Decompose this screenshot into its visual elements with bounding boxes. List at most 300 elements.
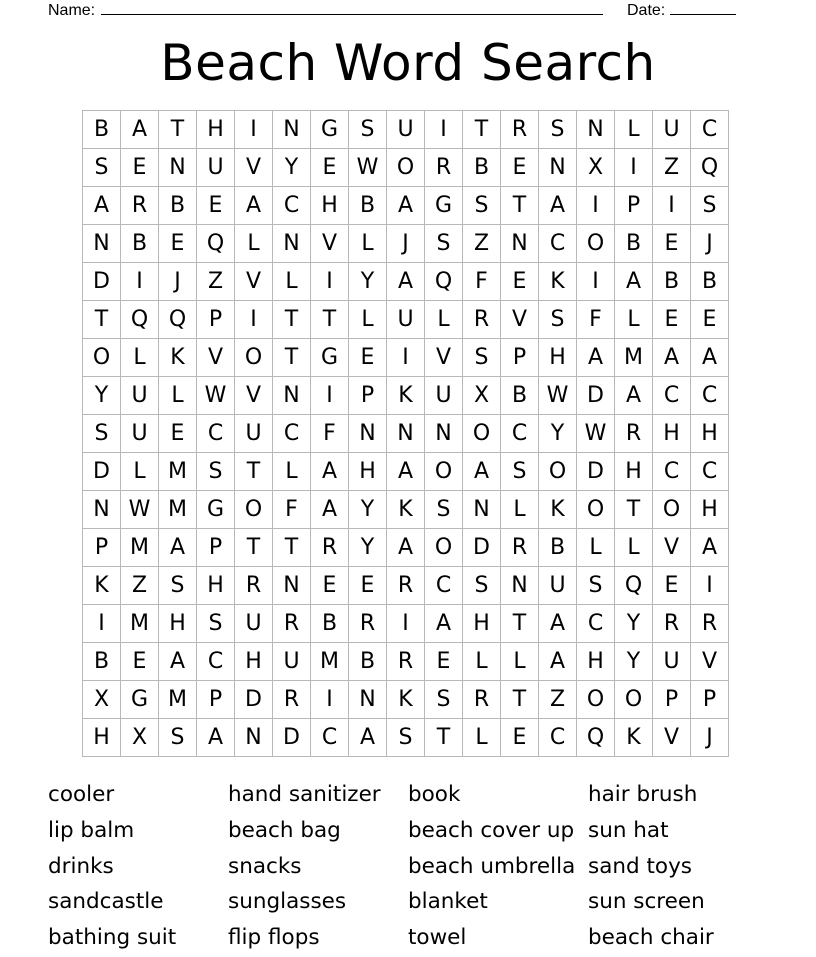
grid-cell: K	[387, 377, 425, 415]
word-list-item: blanket	[408, 889, 488, 915]
grid-cell: C	[501, 415, 539, 453]
grid-cell: I	[387, 605, 425, 643]
grid-cell: W	[349, 149, 387, 187]
grid-cell: B	[121, 225, 159, 263]
grid-cell: E	[197, 187, 235, 225]
grid-cell: A	[83, 187, 121, 225]
grid-cell: K	[387, 491, 425, 529]
grid-cell: P	[83, 529, 121, 567]
grid-cell: T	[273, 339, 311, 377]
grid-cell: I	[83, 605, 121, 643]
grid-cell: Y	[615, 605, 653, 643]
grid-cell: F	[273, 491, 311, 529]
grid-cell: I	[653, 187, 691, 225]
word-list-item: cooler	[48, 782, 115, 807]
grid-cell: Z	[197, 263, 235, 301]
grid-cell: N	[425, 415, 463, 453]
word-list-item: beach umbrella	[408, 853, 576, 879]
grid-row	[83, 491, 729, 529]
grid-cell: D	[463, 529, 501, 567]
grid-cell: A	[387, 453, 425, 491]
grid-cell: A	[653, 339, 691, 377]
grid-cell: A	[539, 605, 577, 643]
grid-cell: B	[83, 111, 121, 149]
grid-cell: T	[159, 111, 197, 149]
grid-cell: T	[235, 529, 273, 567]
grid-cell: F	[463, 263, 501, 301]
grid-cell: V	[235, 263, 273, 301]
grid-cell: O	[387, 149, 425, 187]
grid-cell: I	[311, 263, 349, 301]
grid-cell: D	[235, 681, 273, 719]
grid-cell: E	[501, 263, 539, 301]
grid-cell: N	[577, 111, 615, 149]
grid-cell: X	[83, 681, 121, 719]
grid-cell: Z	[463, 225, 501, 263]
grid-cell: U	[387, 111, 425, 149]
grid-cell: F	[577, 301, 615, 339]
grid-cell: H	[197, 567, 235, 605]
grid-cell: R	[387, 643, 425, 681]
grid-cell: V	[501, 301, 539, 339]
grid-cell: C	[691, 453, 729, 491]
grid-cell: C	[653, 377, 691, 415]
letter-grid	[82, 110, 729, 757]
grid-cell: T	[311, 301, 349, 339]
grid-cell: E	[311, 149, 349, 187]
grid-cell: N	[235, 719, 273, 757]
grid-row	[83, 339, 729, 377]
grid-cell: C	[425, 567, 463, 605]
word-list-item: sunglasses	[228, 889, 347, 915]
word-list-item: sand toys	[588, 853, 692, 879]
grid-cell: H	[691, 491, 729, 529]
grid-cell: E	[349, 339, 387, 377]
grid-cell: N	[349, 681, 387, 719]
word-list-item: lip balm	[48, 817, 135, 843]
grid-cell: T	[463, 111, 501, 149]
grid-cell: N	[501, 225, 539, 263]
grid-cell: H	[615, 453, 653, 491]
grid-cell: P	[197, 301, 235, 339]
word-list-item: flip flops	[228, 925, 320, 951]
grid-cell: R	[235, 567, 273, 605]
grid-cell: T	[501, 605, 539, 643]
grid-cell: T	[83, 301, 121, 339]
grid-cell: B	[691, 263, 729, 301]
grid-cell: I	[425, 111, 463, 149]
word-list-item: drinks	[48, 853, 114, 879]
grid-cell: D	[83, 453, 121, 491]
grid-cell: T	[615, 491, 653, 529]
grid-cell: L	[463, 643, 501, 681]
word-list-item: hand sanitizer	[228, 782, 381, 807]
grid-cell: S	[577, 567, 615, 605]
grid-cell: S	[539, 301, 577, 339]
grid-cell: B	[463, 149, 501, 187]
date-blank-line	[670, 0, 736, 15]
grid-cell: N	[349, 415, 387, 453]
grid-cell: A	[311, 491, 349, 529]
grid-cell: X	[577, 149, 615, 187]
grid-cell: O	[425, 529, 463, 567]
grid-cell: L	[273, 263, 311, 301]
grid-cell: G	[311, 339, 349, 377]
grid-cell: R	[273, 605, 311, 643]
grid-cell: I	[577, 263, 615, 301]
grid-cell: E	[311, 567, 349, 605]
grid-cell: A	[615, 377, 653, 415]
grid-cell: P	[197, 681, 235, 719]
grid-cell: M	[121, 605, 159, 643]
grid-cell: N	[463, 491, 501, 529]
grid-cell: L	[121, 339, 159, 377]
grid-cell: R	[501, 529, 539, 567]
grid-cell: L	[463, 719, 501, 757]
grid-cell: Q	[121, 301, 159, 339]
grid-cell: T	[273, 529, 311, 567]
grid-cell: J	[387, 225, 425, 263]
grid-cell: O	[425, 453, 463, 491]
grid-cell: E	[121, 149, 159, 187]
grid-cell: R	[463, 681, 501, 719]
grid-cell: N	[273, 225, 311, 263]
grid-cell: E	[501, 149, 539, 187]
grid-cell: L	[501, 491, 539, 529]
grid-cell: E	[653, 301, 691, 339]
grid-cell: I	[311, 681, 349, 719]
date-field	[627, 0, 736, 20]
grid-cell: R	[501, 111, 539, 149]
grid-cell: L	[349, 225, 387, 263]
grid-cell: N	[273, 567, 311, 605]
grid-cell: N	[83, 225, 121, 263]
grid-cell: H	[691, 415, 729, 453]
grid-cell: V	[235, 377, 273, 415]
grid-cell: O	[653, 491, 691, 529]
grid-cell: R	[311, 529, 349, 567]
grid-row	[83, 605, 729, 643]
grid-cell: S	[197, 605, 235, 643]
grid-cell: C	[539, 225, 577, 263]
grid-cell: E	[653, 567, 691, 605]
grid-cell: S	[691, 187, 729, 225]
grid-cell: M	[159, 491, 197, 529]
grid-cell: C	[653, 453, 691, 491]
grid-cell: I	[387, 339, 425, 377]
word-list-item: beach bag	[228, 817, 341, 843]
grid-cell: B	[83, 643, 121, 681]
grid-row	[83, 643, 729, 681]
grid-cell: I	[577, 187, 615, 225]
grid-cell: V	[653, 719, 691, 757]
grid-cell: U	[273, 643, 311, 681]
grid-cell: A	[311, 453, 349, 491]
grid-cell: H	[83, 719, 121, 757]
word-list-item: book	[408, 782, 461, 807]
grid-cell: Q	[197, 225, 235, 263]
grid-cell: C	[273, 187, 311, 225]
grid-cell: A	[387, 529, 425, 567]
grid-cell: U	[653, 111, 691, 149]
page-title: Beach Word Search	[160, 34, 656, 92]
grid-cell: B	[539, 529, 577, 567]
grid-cell: S	[159, 567, 197, 605]
grid-cell: C	[577, 605, 615, 643]
grid-cell: Y	[349, 263, 387, 301]
grid-cell: J	[691, 225, 729, 263]
grid-cell: O	[577, 491, 615, 529]
grid-cell: E	[501, 719, 539, 757]
word-list	[48, 778, 768, 957]
grid-row	[83, 453, 729, 491]
grid-cell: R	[349, 605, 387, 643]
grid-cell: J	[691, 719, 729, 757]
grid-cell: H	[539, 339, 577, 377]
grid-row	[83, 415, 729, 453]
grid-cell: N	[273, 111, 311, 149]
grid-cell: U	[121, 377, 159, 415]
grid-cell: V	[691, 643, 729, 681]
grid-cell: L	[349, 301, 387, 339]
grid-cell: D	[577, 453, 615, 491]
grid-cell: O	[83, 339, 121, 377]
grid-cell: E	[159, 225, 197, 263]
grid-cell: L	[615, 529, 653, 567]
grid-row	[83, 111, 729, 149]
grid-cell: N	[159, 149, 197, 187]
grid-cell: S	[349, 111, 387, 149]
grid-cell: B	[349, 187, 387, 225]
grid-row	[83, 567, 729, 605]
grid-cell: T	[235, 453, 273, 491]
grid-cell: W	[539, 377, 577, 415]
grid-cell: I	[311, 377, 349, 415]
name-label: Name:	[48, 2, 96, 19]
grid-cell: A	[235, 187, 273, 225]
grid-cell: C	[691, 377, 729, 415]
grid-cell: H	[463, 605, 501, 643]
grid-cell: Z	[653, 149, 691, 187]
grid-cell: R	[387, 567, 425, 605]
grid-cell: P	[197, 529, 235, 567]
grid-cell: Y	[349, 491, 387, 529]
word-list-item: sandcastle	[48, 889, 164, 915]
grid-cell: M	[615, 339, 653, 377]
grid-cell: S	[159, 719, 197, 757]
grid-cell: N	[501, 567, 539, 605]
grid-cell: K	[615, 719, 653, 757]
grid-cell: W	[121, 491, 159, 529]
grid-cell: V	[653, 529, 691, 567]
grid-cell: B	[311, 605, 349, 643]
grid-cell: K	[539, 491, 577, 529]
grid-cell: I	[121, 263, 159, 301]
grid-cell: T	[501, 681, 539, 719]
grid-cell: G	[121, 681, 159, 719]
grid-cell: E	[653, 225, 691, 263]
grid-cell: Y	[273, 149, 311, 187]
word-list-item: bathing suit	[48, 925, 177, 951]
word-list-item: snacks	[228, 853, 302, 879]
grid-cell: S	[463, 187, 501, 225]
grid-cell: V	[235, 149, 273, 187]
grid-cell: Y	[83, 377, 121, 415]
grid-cell: H	[349, 453, 387, 491]
word-list-item: beach chair	[588, 925, 714, 951]
grid-cell: A	[463, 453, 501, 491]
grid-cell: U	[121, 415, 159, 453]
grid-cell: G	[425, 187, 463, 225]
grid-cell: L	[577, 529, 615, 567]
grid-cell: O	[235, 491, 273, 529]
grid-cell: O	[539, 453, 577, 491]
grid-cell: S	[387, 719, 425, 757]
grid-cell: L	[615, 301, 653, 339]
grid-cell: H	[577, 643, 615, 681]
grid-cell: O	[577, 225, 615, 263]
grid-cell: U	[197, 149, 235, 187]
grid-cell: A	[159, 529, 197, 567]
grid-cell: A	[387, 263, 425, 301]
grid-cell: A	[159, 643, 197, 681]
grid-cell: K	[159, 339, 197, 377]
grid-row	[83, 719, 729, 757]
grid-cell: D	[577, 377, 615, 415]
grid-cell: N	[539, 149, 577, 187]
grid-cell: A	[349, 719, 387, 757]
grid-cell: A	[197, 719, 235, 757]
grid-cell: U	[425, 377, 463, 415]
name-blank-line	[101, 0, 603, 15]
grid-cell: C	[311, 719, 349, 757]
grid-cell: F	[311, 415, 349, 453]
grid-row	[83, 681, 729, 719]
grid-cell: C	[691, 111, 729, 149]
grid-row	[83, 301, 729, 339]
grid-cell: Q	[425, 263, 463, 301]
grid-cell: N	[273, 377, 311, 415]
grid-cell: A	[577, 339, 615, 377]
grid-cell: C	[197, 415, 235, 453]
grid-cell: Q	[577, 719, 615, 757]
grid-cell: G	[311, 111, 349, 149]
grid-cell: P	[501, 339, 539, 377]
grid-cell: L	[501, 643, 539, 681]
grid-cell: U	[653, 643, 691, 681]
grid-cell: O	[235, 339, 273, 377]
grid-cell: X	[121, 719, 159, 757]
grid-cell: S	[425, 681, 463, 719]
grid-cell: Q	[691, 149, 729, 187]
grid-cell: O	[463, 415, 501, 453]
name-field	[48, 0, 603, 20]
grid-cell: L	[615, 111, 653, 149]
grid-cell: A	[691, 529, 729, 567]
grid-cell: W	[197, 377, 235, 415]
grid-cell: B	[501, 377, 539, 415]
grid-cell: V	[311, 225, 349, 263]
grid-cell: J	[159, 263, 197, 301]
grid-cell: E	[691, 301, 729, 339]
grid-cell: I	[615, 149, 653, 187]
grid-cell: Z	[539, 681, 577, 719]
grid-cell: X	[463, 377, 501, 415]
grid-cell: P	[615, 187, 653, 225]
grid-cell: M	[121, 529, 159, 567]
word-list-item: sun screen	[588, 889, 705, 915]
grid-cell: N	[387, 415, 425, 453]
grid-cell: M	[311, 643, 349, 681]
grid-cell: S	[425, 491, 463, 529]
grid-cell: A	[615, 263, 653, 301]
grid-cell: H	[159, 605, 197, 643]
grid-cell: K	[387, 681, 425, 719]
grid-row	[83, 377, 729, 415]
grid-cell: R	[615, 415, 653, 453]
grid-cell: A	[121, 111, 159, 149]
grid-cell: M	[159, 681, 197, 719]
grid-cell: L	[235, 225, 273, 263]
grid-cell: C	[273, 415, 311, 453]
grid-cell: U	[235, 605, 273, 643]
grid-row	[83, 225, 729, 263]
grid-cell: R	[463, 301, 501, 339]
grid-cell: B	[349, 643, 387, 681]
grid-cell: B	[615, 225, 653, 263]
grid-cell: T	[501, 187, 539, 225]
grid-cell: G	[197, 491, 235, 529]
grid-cell: R	[691, 605, 729, 643]
grid-cell: E	[159, 415, 197, 453]
grid-cell: A	[539, 187, 577, 225]
grid-cell: R	[121, 187, 159, 225]
grid-cell: E	[349, 567, 387, 605]
grid-cell: H	[197, 111, 235, 149]
grid-cell: P	[691, 681, 729, 719]
grid-cell: H	[311, 187, 349, 225]
grid-cell: I	[235, 111, 273, 149]
grid-cell: Q	[615, 567, 653, 605]
grid-cell: U	[387, 301, 425, 339]
grid-cell: A	[387, 187, 425, 225]
grid-cell: K	[83, 567, 121, 605]
grid-cell: V	[197, 339, 235, 377]
grid-cell: B	[159, 187, 197, 225]
word-list-item: beach cover up	[408, 817, 575, 843]
grid-cell: Y	[349, 529, 387, 567]
word-list-item: sun hat	[588, 817, 669, 843]
grid-cell: O	[577, 681, 615, 719]
grid-cell: I	[691, 567, 729, 605]
grid-cell: I	[235, 301, 273, 339]
grid-cell: R	[273, 681, 311, 719]
grid-cell: K	[539, 263, 577, 301]
grid-cell: P	[349, 377, 387, 415]
grid-cell: R	[425, 149, 463, 187]
grid-cell: Y	[539, 415, 577, 453]
grid-cell: V	[425, 339, 463, 377]
grid-cell: A	[691, 339, 729, 377]
grid-cell: L	[273, 453, 311, 491]
grid-cell: D	[83, 263, 121, 301]
grid-cell: O	[615, 681, 653, 719]
grid-cell: L	[121, 453, 159, 491]
grid-cell: C	[197, 643, 235, 681]
grid-cell: P	[653, 681, 691, 719]
grid-cell: B	[653, 263, 691, 301]
grid-cell: T	[425, 719, 463, 757]
